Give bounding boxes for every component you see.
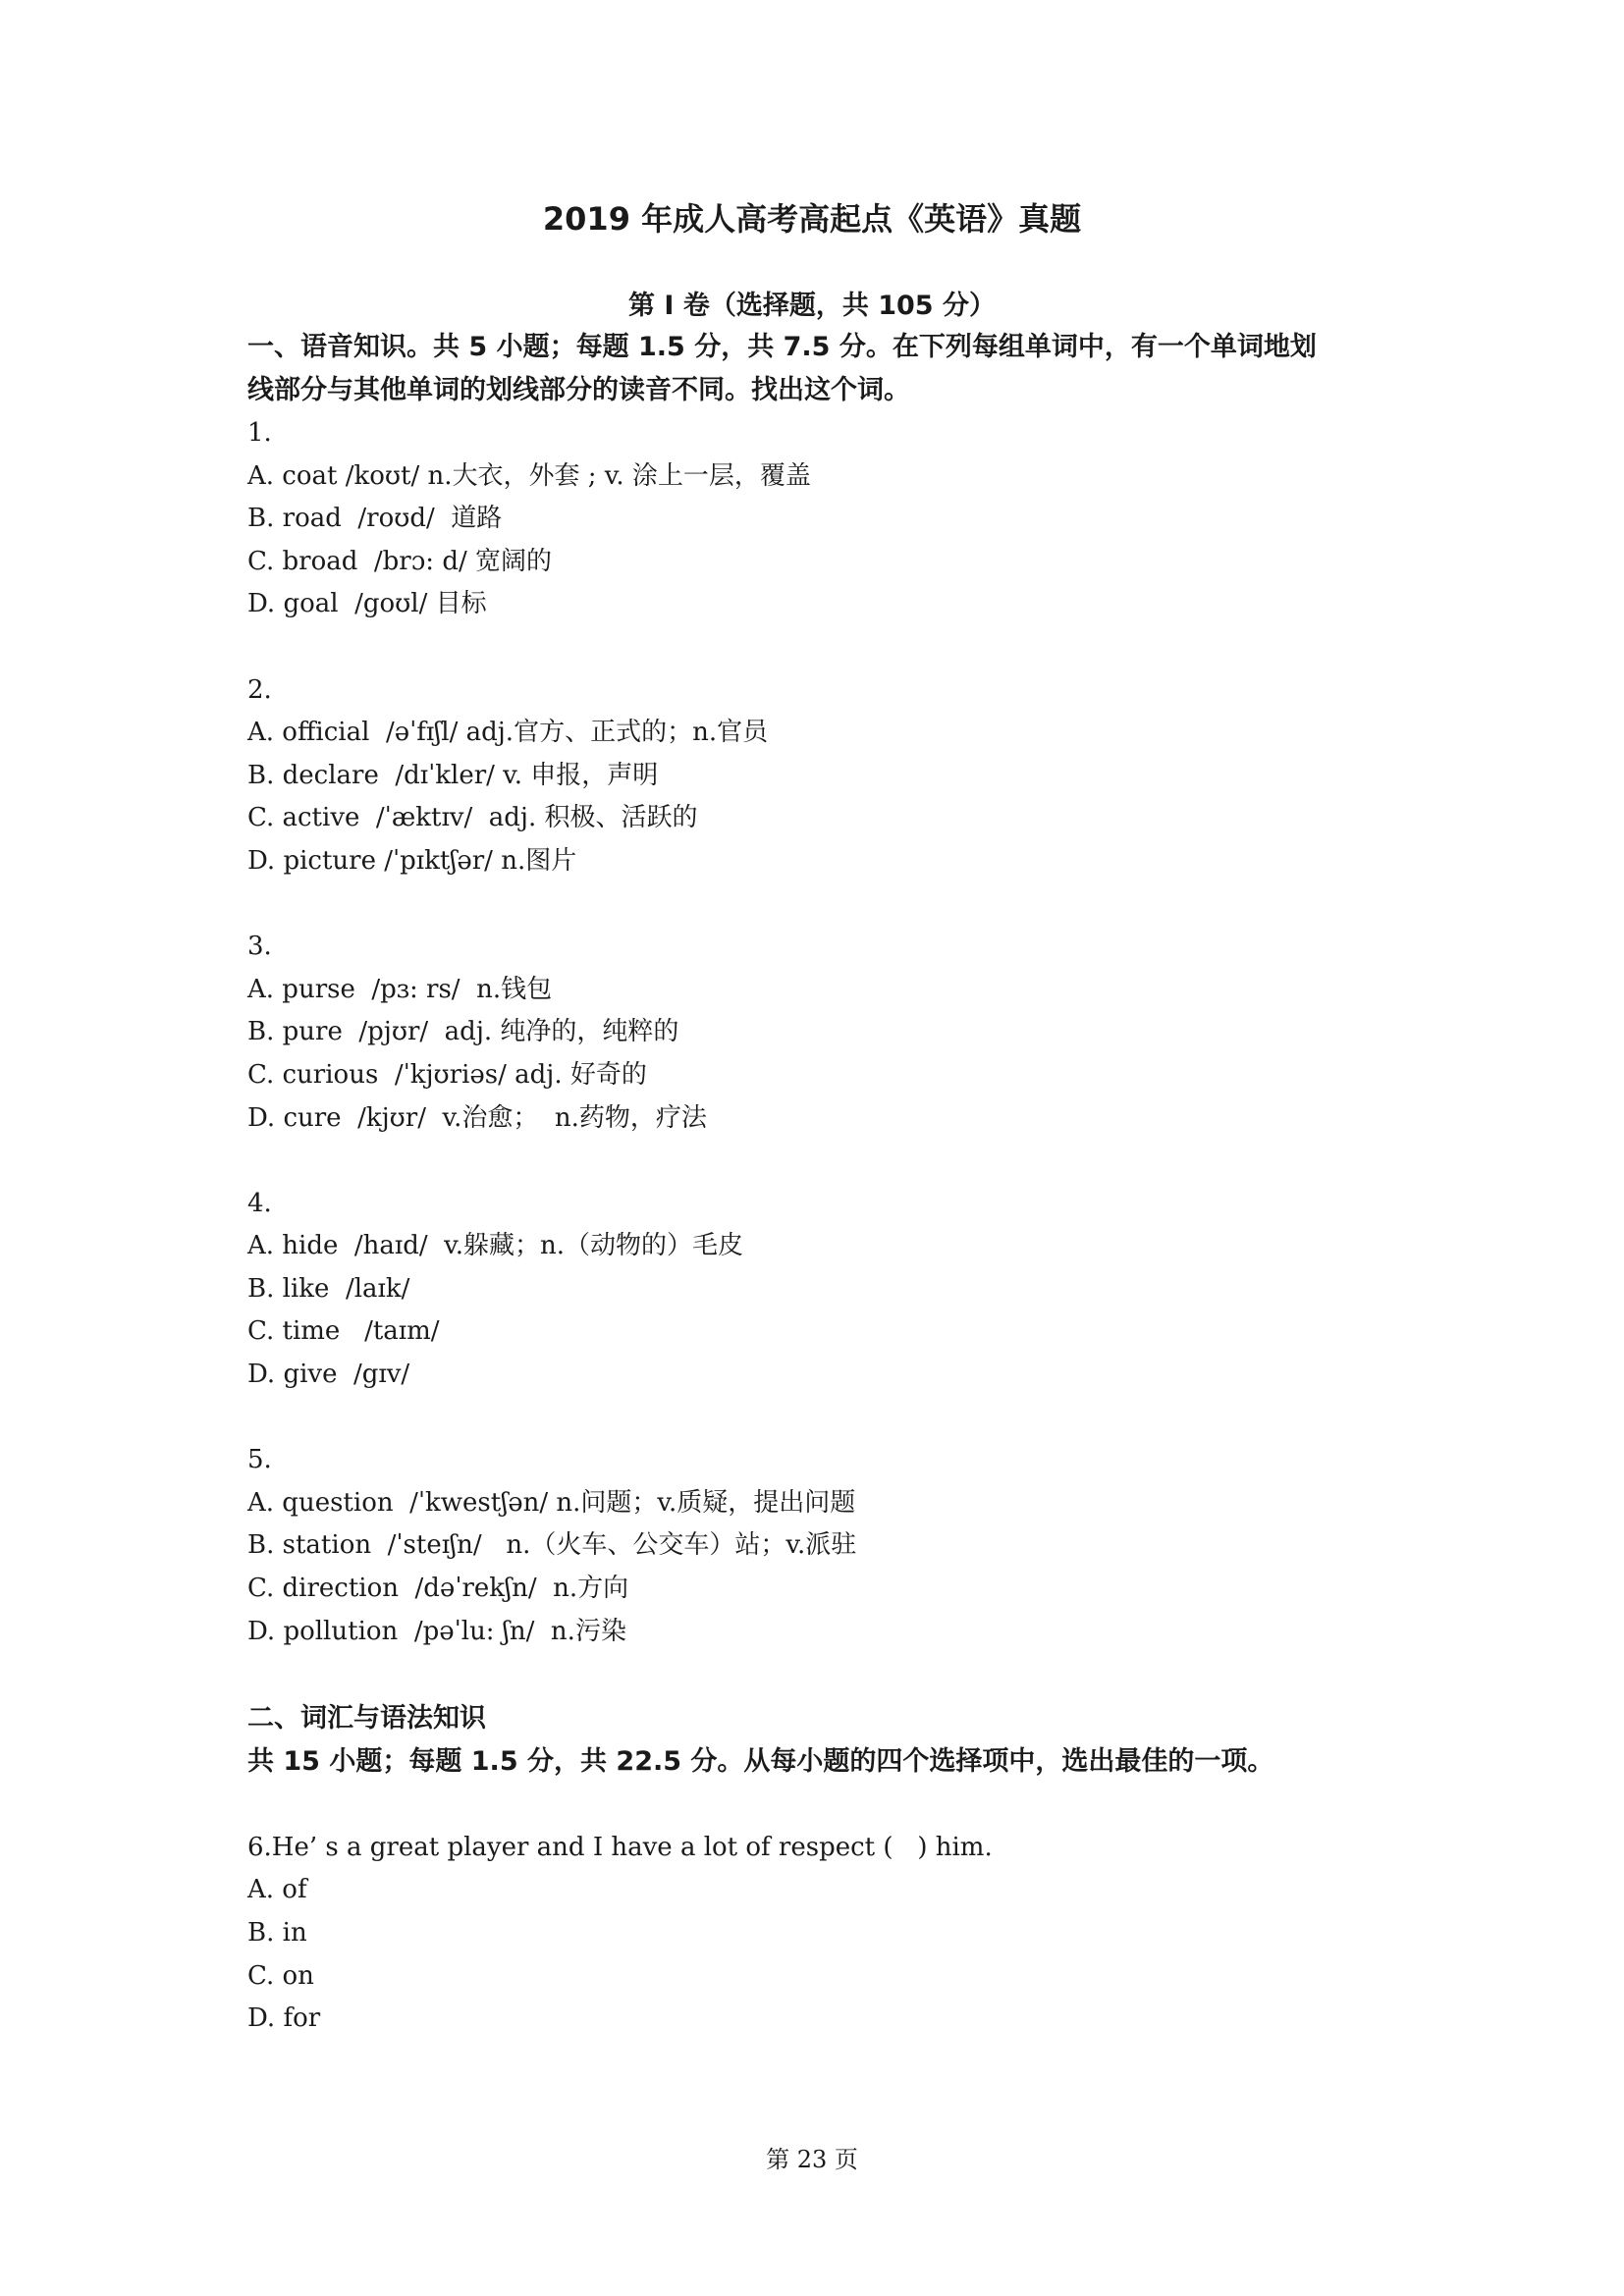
option-c: C. broad /brɔ: d/ 宽阔的 [247,546,552,576]
question-1 [247,412,1386,626]
option-b: B. declare /dɪˈkler/ v. 申报，声明 [247,760,659,790]
option-b: B. like /laɪk/ [247,1273,410,1304]
option-b: B. in [247,1918,307,1948]
option-a: A. purse /pɜ: rs/ n.钱包 [247,974,553,1004]
question-number: 1. [247,418,272,448]
question-number: 4. [247,1188,272,1218]
question-number: 5. [247,1445,272,1475]
option-b: B. road /roʊd/ 道路 [247,504,503,534]
option-a: A. coat /koʊt/ n.大衣，外套 ; v. 涂上一层，覆盖 [247,460,811,491]
section1-instruction-line: 线部分与其他单词的划线部分的读音不同。找出这个词。 [247,375,910,405]
question-2 [247,669,1386,883]
section1-instruction-line: 一、语音知识。共 5 小题；每题 1.5 分，共 7.5 分。在下列每组单词中，有一个单词地划 [247,332,1317,362]
option-c: C. direction /dəˈrekʃn/ n.方向 [247,1574,629,1604]
option-d: D. give /gɪv/ [247,1360,410,1390]
question-6 [247,1827,1386,2041]
question-3 [247,926,1386,1140]
option-a: A. of [247,1875,307,1905]
option-c: C. time /taɪm/ [247,1316,440,1347]
page-number: 第 23 页 [766,2146,858,2173]
option-c: C. curious /ˈkjʊriəs/ adj. 好奇的 [247,1059,647,1090]
section2-heading: 二、词汇与语法知识 [247,1703,486,1735]
question-4 [247,1183,1386,1397]
question-number: 2. [247,674,272,705]
section2-header [247,1697,1386,1784]
option-d: D. goal /goʊl/ 目标 [247,589,487,619]
option-c: C. active /ˈæktɪv/ adj. 积极、活跃的 [247,803,698,833]
option-c: C. on [247,1960,314,1991]
section2-instructions: 共 15 小题；每题 1.5 分，共 22.5 分。从每小题的四个选择项中，选出最佳的一项。 [247,1746,1274,1778]
question-number: 3. [247,932,272,962]
option-b: B. station /ˈsteɪʃn/ n.（火车、公交车）站；v.派驻 [247,1530,857,1561]
question-5 [247,1439,1386,1653]
option-a: A. question /ˈkwestʃən/ n.问题；v.质疑，提出问题 [247,1487,856,1518]
exam-content [247,326,1386,2041]
option-d: D. picture /ˈpɪktʃər/ n.图片 [247,845,577,876]
section1-instructions [247,326,1386,412]
question-stem: 6.He’ s a great player and I have a lot of respect ( ) him. [247,1832,993,1862]
option-d: D. pollution /pəˈlu: ʃn/ n.污染 [247,1616,626,1646]
option-a: A. hide /haɪd/ v.躲藏；n.（动物的）毛皮 [247,1231,744,1261]
page-title: 2019 年成人高考高起点《英语》真题 [542,200,1082,238]
option-d: D. for [247,2003,321,2034]
option-b: B. pure /pjʊr/ adj. 纯净的，纯粹的 [247,1017,679,1047]
option-d: D. cure /kjʊr/ v.治愈； n.药物，疗法 [247,1102,707,1133]
option-a: A. official /əˈfɪʃl/ adj.官方、正式的；n.官员 [247,718,769,748]
volume-title: 第 I 卷（选择题，共 105 分） [627,291,996,321]
